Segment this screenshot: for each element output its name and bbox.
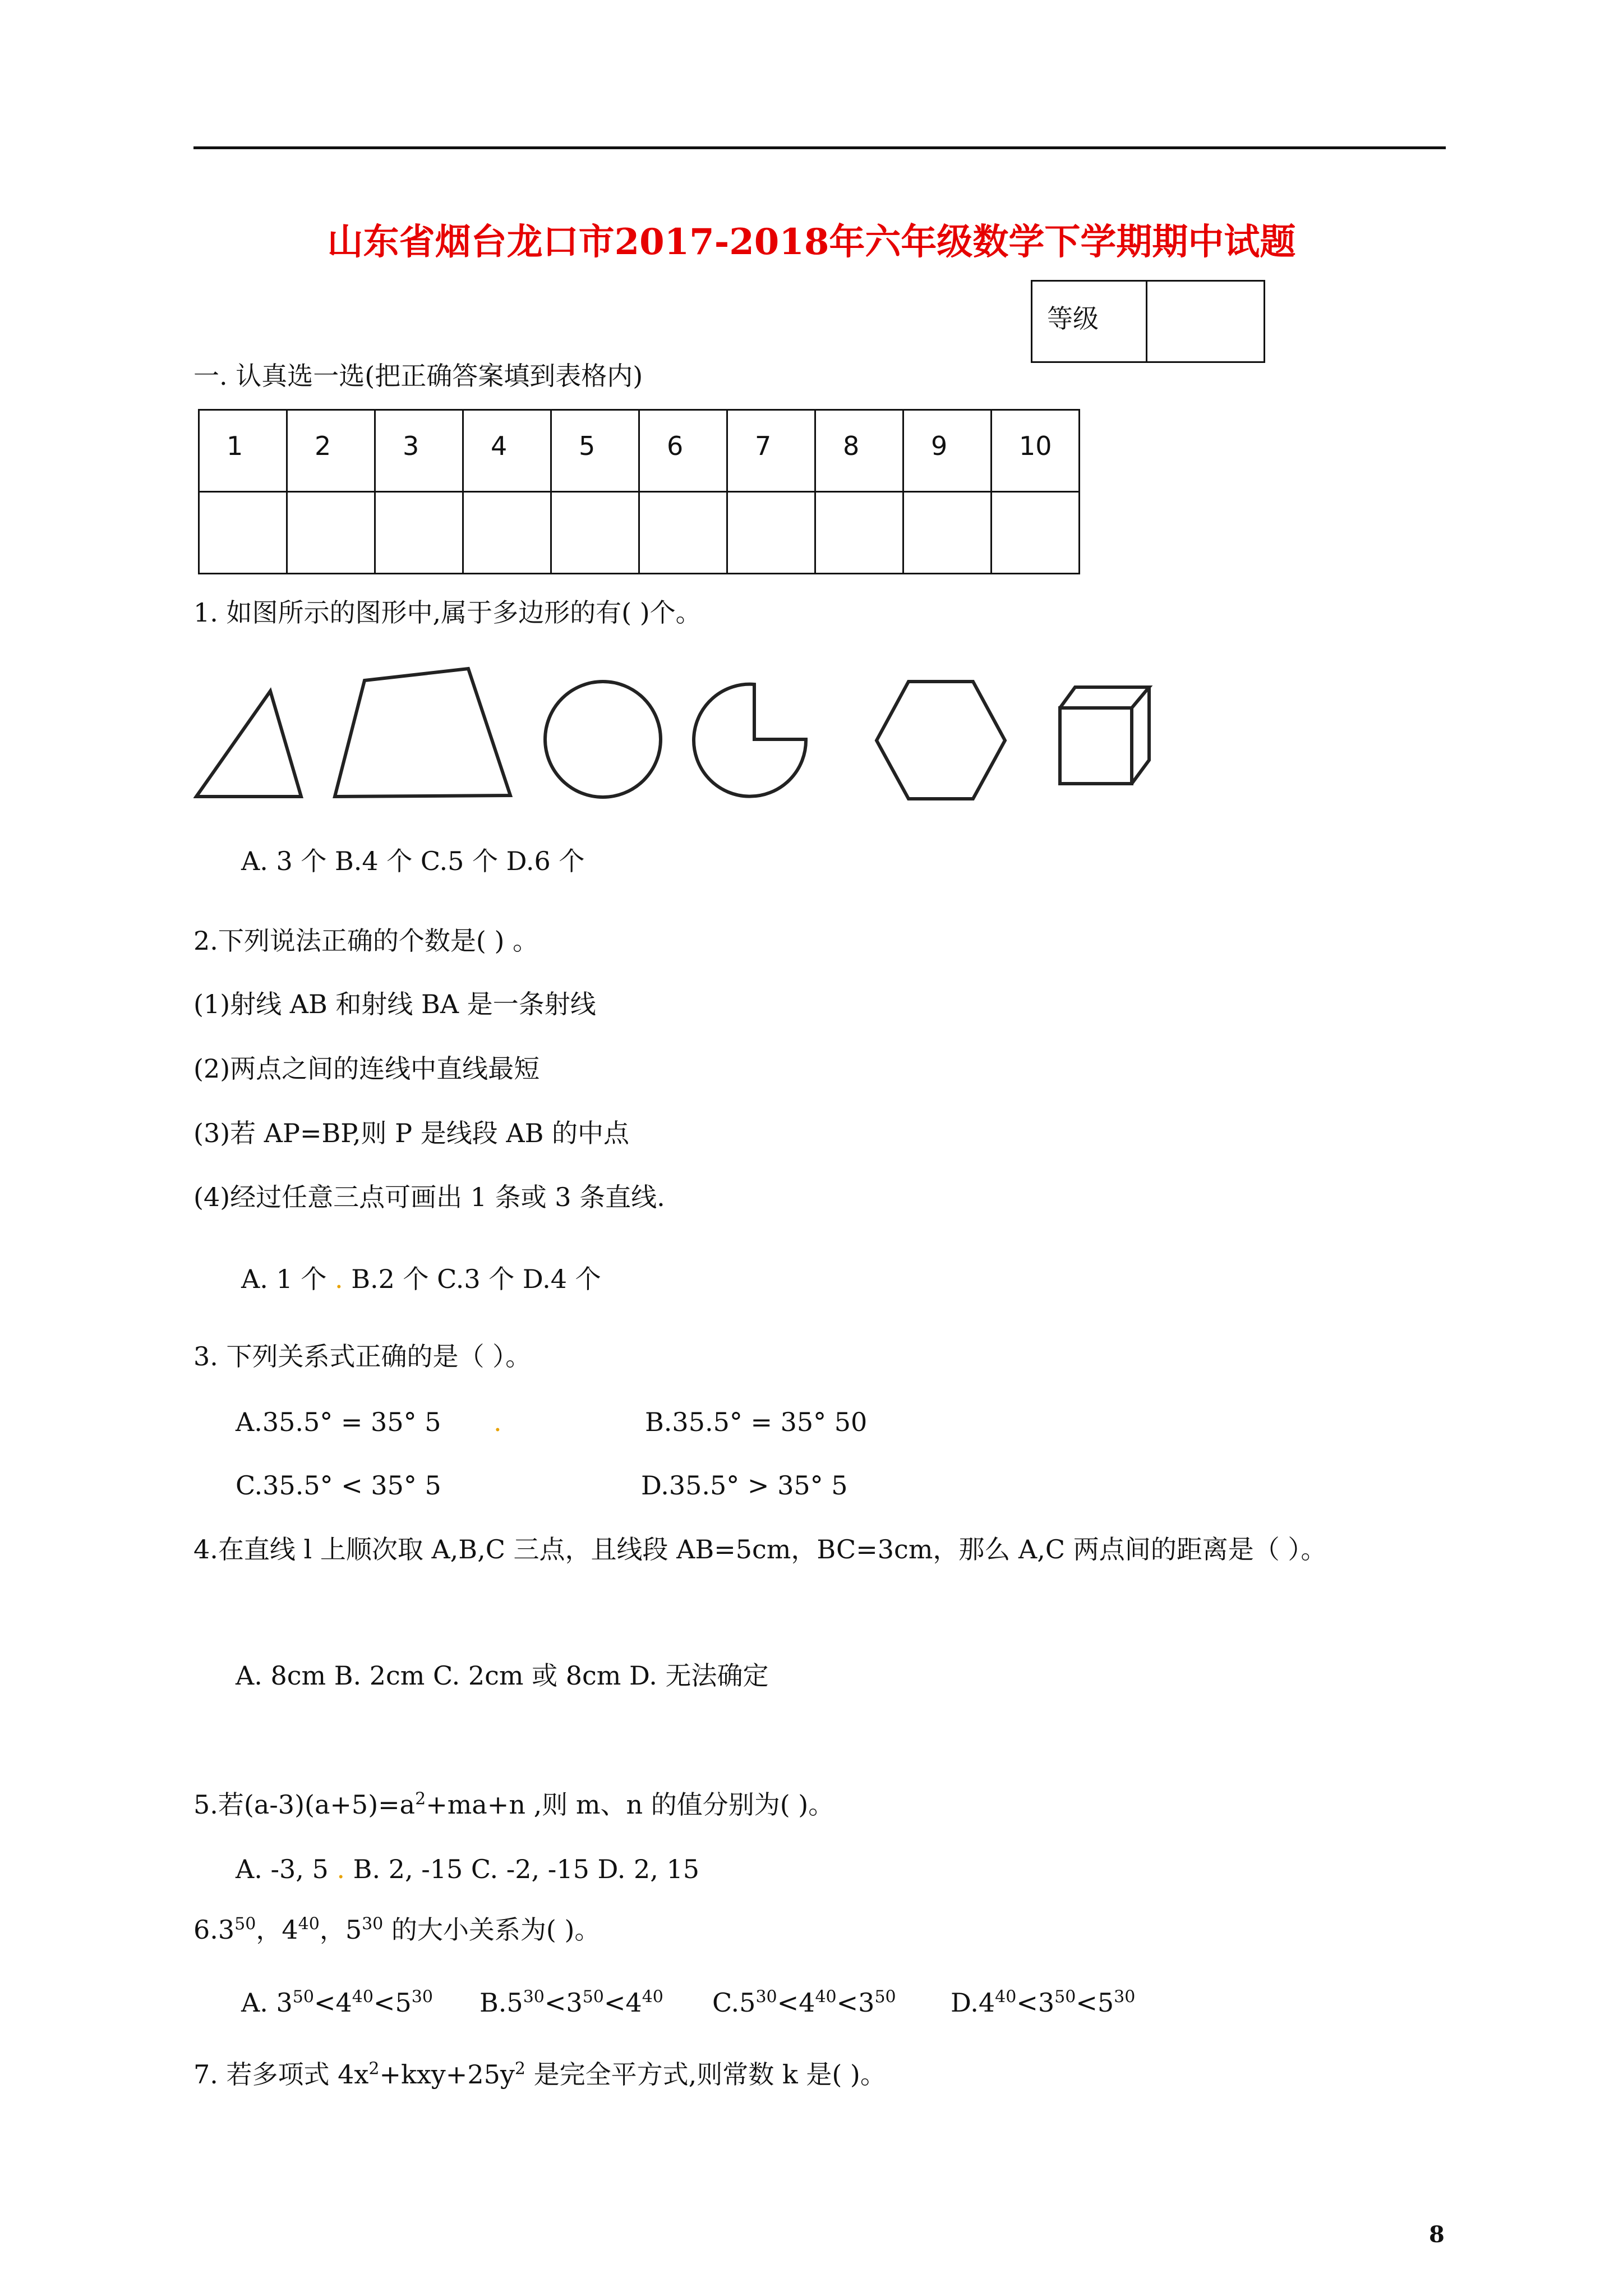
q6-exponent: 50 — [292, 1987, 314, 2007]
answer-table-answer-row — [199, 492, 1080, 574]
q1-options: A. 3 个 B.4 个 C.5 个 D.6 个 — [241, 846, 585, 876]
q5-option-a: A. -3, 5 — [236, 1854, 329, 1884]
q2-option-a: A. 1 个 — [241, 1264, 327, 1294]
q2-options — [241, 1262, 601, 1296]
q6-option-part: <4 — [603, 1987, 642, 2018]
q6-option-part: <5 — [373, 1987, 412, 2018]
q6-exponent: 40 — [298, 1914, 320, 1934]
q6-stem — [193, 1913, 600, 1947]
q6-option-part: B.5 — [479, 1987, 523, 2018]
page-title: 山东省烟台龙口市2017-2018年六年级数学下学期期中试题 — [327, 221, 1296, 263]
top-rule — [193, 146, 1446, 149]
answer-table — [198, 409, 1080, 574]
q7-exponent: 2 — [368, 2059, 380, 2079]
q1-shapes-figure — [193, 656, 1169, 802]
q3-option-d: D.35.5° > 35° 5 — [641, 1470, 848, 1501]
q6-exponent: 30 — [523, 1987, 545, 2007]
q5-options — [236, 1852, 699, 1886]
answer-header-cell: 2 — [287, 410, 375, 492]
grade-box — [1031, 280, 1265, 363]
q6-exponent: 40 — [995, 1987, 1017, 2007]
q6-exponent: 40 — [642, 1987, 663, 2007]
q7-stem-part: 是完全平方式,则常数 k 是( )。 — [525, 2059, 886, 2090]
q6-option-part: C.5 — [712, 1987, 756, 2018]
q5-option-rest: B. 2, -15 C. -2, -15 D. 2, 15 — [353, 1854, 700, 1884]
q6-exponent: 40 — [352, 1987, 374, 2007]
answer-header-cell: 8 — [815, 410, 903, 492]
q2-statement-4: (4)经过任意三点可画出 1 条或 3 条直线. — [193, 1182, 665, 1212]
answer-cell[interactable] — [903, 492, 992, 574]
section-heading: 一. 认真选一选(把正确答案填到表格内) — [193, 361, 643, 391]
quadrilateral-shape — [335, 669, 510, 797]
answer-header-cell: 3 — [375, 410, 463, 492]
answer-header-cell: 9 — [903, 410, 992, 492]
q7-stem-part: 7. 若多项式 4x — [193, 2059, 369, 2090]
q4-options: A. 8cm B. 2cm C. 2cm 或 8cm D. 无法确定 — [236, 1660, 769, 1691]
q6-option-part: <3 — [836, 1987, 875, 2018]
q6-option-part: <3 — [544, 1987, 583, 2018]
q6-exponent: 50 — [1054, 1987, 1076, 2007]
q5-stem-exponent: 2 — [415, 1789, 426, 1809]
q6-option-part: <5 — [1076, 1987, 1114, 2018]
answer-header-cell: 7 — [727, 410, 815, 492]
q6-option-part: <4 — [777, 1987, 815, 2018]
circle-sector-shape — [694, 684, 806, 797]
circle-shape — [545, 682, 661, 797]
highlight-dot: . — [334, 1264, 352, 1294]
highlight-dot: . — [336, 1854, 353, 1884]
q6-option-part: A. 3 — [241, 1987, 293, 2018]
q5-stem — [193, 1788, 834, 1821]
answer-table-header-row — [199, 410, 1080, 492]
cube-shape — [1060, 687, 1149, 784]
q6-exponent: 30 — [362, 1914, 384, 1934]
triangle-shape — [196, 691, 301, 797]
q2-option-rest: B.2 个 C.3 个 D.4 个 — [351, 1264, 601, 1294]
q6-option-a — [241, 1986, 433, 2019]
answer-cell[interactable] — [727, 492, 815, 574]
q6-option-part: <4 — [313, 1987, 352, 2018]
q3-stem: 3. 下列关系式正确的是（ ）。 — [193, 1341, 532, 1372]
q6-exponent: 50 — [234, 1914, 256, 1934]
q6-stem-part: 6.3 — [193, 1915, 235, 1945]
q6-stem-part: ，5 — [319, 1915, 362, 1945]
highlight-dot: . — [494, 1407, 502, 1437]
answer-cell[interactable] — [199, 492, 287, 574]
q3-option-b: B.35.5° = 35° 50 — [645, 1407, 868, 1437]
q6-option-part: D.4 — [951, 1987, 995, 2018]
answer-cell[interactable] — [639, 492, 727, 574]
q3-option-a: A.35.5° = 35° 5 — [236, 1407, 441, 1437]
q6-exponent: 30 — [411, 1987, 433, 2007]
q6-exponent: 40 — [815, 1987, 837, 2007]
q2-statement-3: (3)若 AP=BP,则 P 是线段 AB 的中点 — [193, 1118, 630, 1148]
answer-header-cell: 6 — [639, 410, 727, 492]
q6-option-part: <3 — [1016, 1987, 1055, 2018]
q7-exponent: 2 — [514, 2059, 525, 2079]
q7-stem-part: +kxy+25y — [379, 2059, 515, 2090]
page-number: 8 — [1429, 2221, 1445, 2248]
q5-stem-part: +ma+n ,则 m、n 的值分别为( )。 — [426, 1789, 834, 1820]
grade-label: 等级 — [1032, 282, 1147, 361]
q6-option-b — [479, 1986, 663, 2019]
q6-stem-part: 的大小关系为( )。 — [383, 1915, 601, 1945]
q5-stem-part: 5.若(a-3)(a+5)=a — [193, 1789, 416, 1820]
q1-stem: 1. 如图所示的图形中,属于多边形的有( )个。 — [193, 597, 702, 628]
q6-exponent: 50 — [874, 1987, 896, 2007]
q3-option-c: C.35.5° < 35° 5 — [236, 1470, 441, 1501]
answer-cell[interactable] — [815, 492, 903, 574]
hexagon-shape — [877, 682, 1005, 799]
answer-cell[interactable] — [463, 492, 551, 574]
answer-cell[interactable] — [992, 492, 1080, 574]
q6-exponent: 30 — [755, 1987, 777, 2007]
q6-exponent: 50 — [582, 1987, 604, 2007]
q6-option-d — [951, 1986, 1135, 2019]
answer-header-cell: 1 — [199, 410, 287, 492]
q6-option-c — [712, 1986, 896, 2019]
q6-stem-part: ，4 — [256, 1915, 298, 1945]
q2-stem: 2.下列说法正确的个数是( ) 。 — [193, 926, 539, 956]
answer-cell[interactable] — [375, 492, 463, 574]
answer-cell[interactable] — [287, 492, 375, 574]
answer-cell[interactable] — [551, 492, 639, 574]
q4-stem: 4.在直线 l 上顺次取 A,B,C 三点，且线段 AB=5cm，BC=3cm，那么 A,C 两点间的距离是（ ）。 — [193, 1534, 1327, 1565]
answer-header-cell: 10 — [992, 410, 1080, 492]
q7-stem — [193, 2058, 886, 2091]
answer-header-cell: 4 — [463, 410, 551, 492]
q6-exponent: 30 — [1114, 1987, 1136, 2007]
answer-header-cell: 5 — [551, 410, 639, 492]
q2-statement-2: (2)两点之间的连线中直线最短 — [193, 1053, 540, 1084]
q2-statement-1: (1)射线 AB 和射线 BA 是一条射线 — [193, 989, 596, 1019]
